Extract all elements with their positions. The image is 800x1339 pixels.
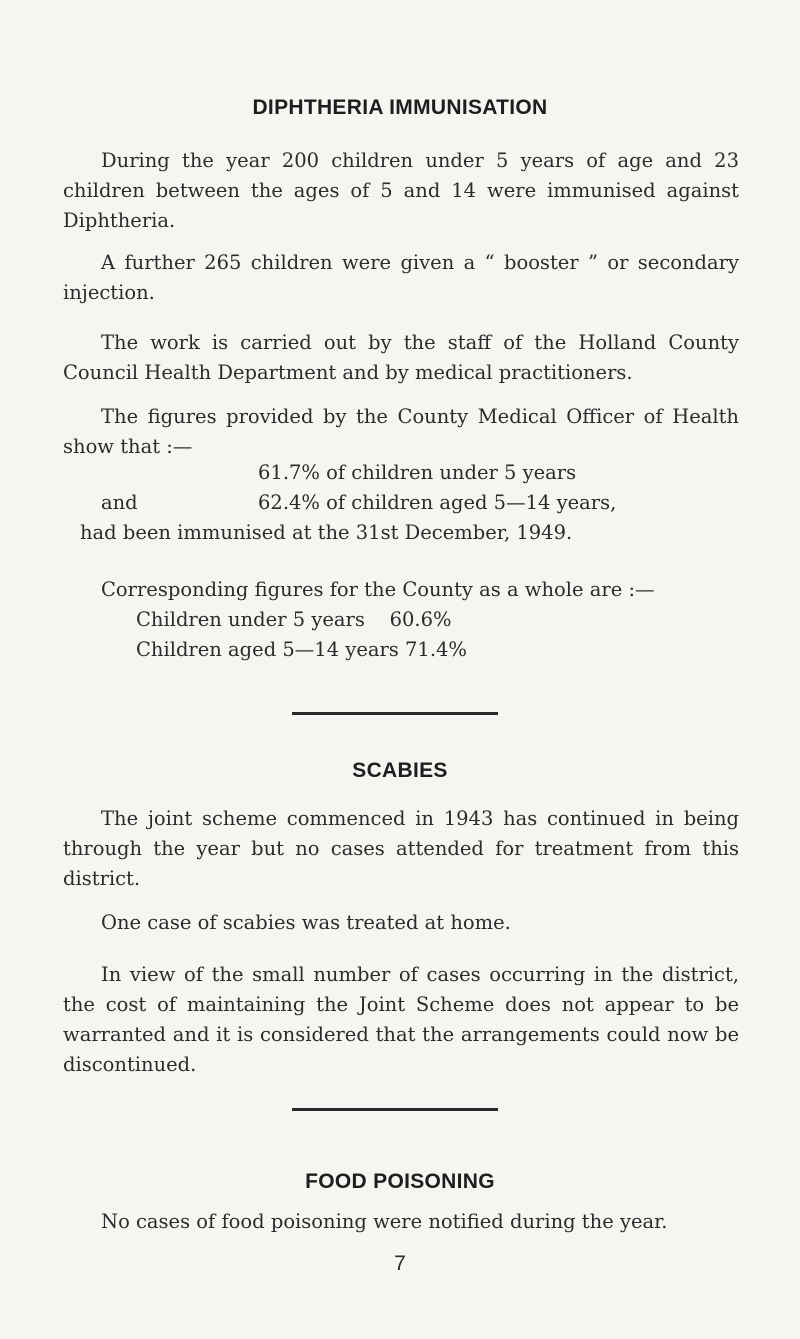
figure-under-5: 61.7% of children under 5 years: [258, 461, 577, 484]
scabies-paragraph-1: The joint scheme commenced in 1943 has continued in being through the year but no cases attended for treatment from this district.: [63, 807, 739, 890]
diphtheria-paragraph-2: A further 265 children were given a “ booster ” or secondary injection.: [63, 251, 739, 304]
scabies-paragraph-3: In view of the small number of cases occurring in the district, the cost of maintaining the Joint Scheme does not appear to be warranted and it is considered that the arrangements could now be discontinued.: [63, 963, 739, 1076]
scabies-paragraph-2: One case of scabies was treated at home.: [101, 911, 511, 934]
diphtheria-heading: DIPHTHERIA IMMUNISATION: [252, 96, 548, 119]
and-label: and: [101, 491, 138, 514]
scabies-heading: SCABIES: [352, 759, 448, 782]
immunisation-date-statement: had been immunised at the 31st December, 1949.: [80, 521, 573, 544]
diphtheria-paragraph-3: The work is carried out by the staff of the Holland County Council Health Department and by medical practitioners.: [63, 331, 739, 384]
county-figure-aged-5-14: Children aged 5—14 years 71.4%: [136, 638, 467, 661]
diphtheria-paragraph-1: During the year 200 children under 5 years of age and 23 children between the ages of 5 and 14 were immunised against Diphtheria.: [63, 149, 739, 232]
page-number: 7: [394, 1252, 406, 1275]
county-figure-under-5: Children under 5 years 60.6%: [136, 608, 452, 631]
food-poisoning-paragraph: No cases of food poisoning were notified during the year.: [101, 1210, 668, 1233]
section-divider: [292, 712, 498, 715]
food-poisoning-heading: FOOD POISONING: [305, 1170, 495, 1193]
section-divider: [292, 1108, 498, 1111]
immunisation-figures-intro: The figures provided by the County Medical Officer of Health show that :—: [63, 405, 739, 458]
county-figures-intro: Corresponding figures for the County as a whole are :—: [101, 578, 655, 601]
figure-aged-5-14: 62.4% of children aged 5—14 years,: [258, 491, 617, 514]
